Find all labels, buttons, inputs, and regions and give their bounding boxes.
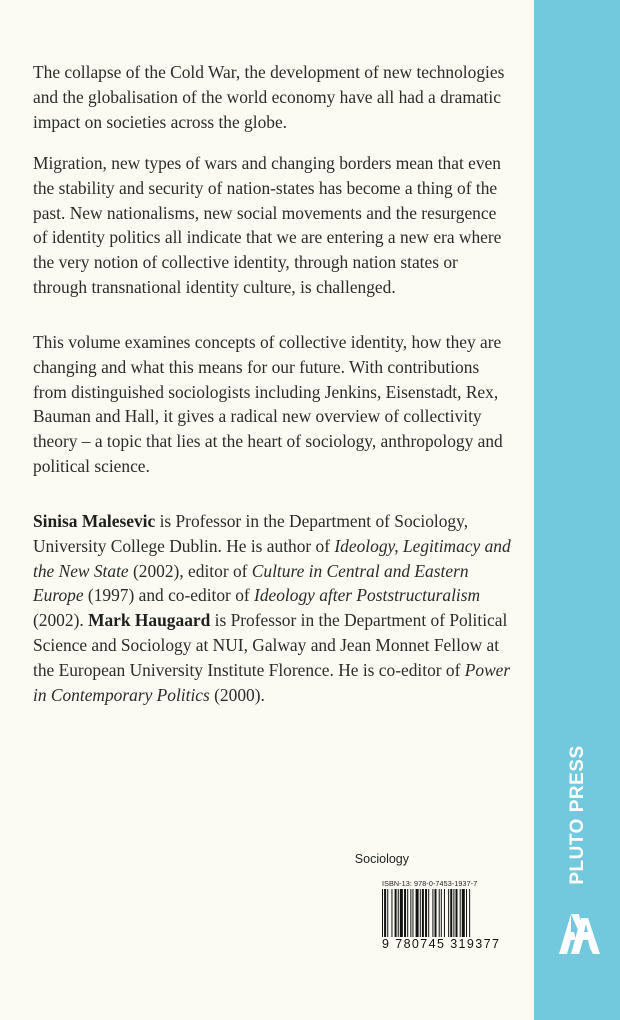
barcode-bar xyxy=(382,889,383,941)
barcode-bar xyxy=(400,889,403,941)
barcode-bar xyxy=(404,889,406,941)
barcode-bar xyxy=(412,889,413,941)
publisher-name: PLUTO PRESS xyxy=(567,745,588,885)
barcode-bar xyxy=(391,889,392,941)
barcode-bar xyxy=(395,889,397,941)
barcode-bar xyxy=(407,889,408,941)
author-bio-text: is Professor in the Department of Sociology, University College Dublin. He is author of xyxy=(33,511,469,556)
author-bio xyxy=(33,509,513,707)
book-title: Power in Contemporary Politics xyxy=(33,659,511,705)
barcode-bar xyxy=(384,889,386,941)
author-bio-text: (2000). xyxy=(209,684,265,705)
barcode-bar xyxy=(439,889,440,941)
author-bio-text: (1997) and co-editor of xyxy=(83,585,255,606)
author-name-1: Sinisa Malesevic xyxy=(33,511,156,531)
book-title: Ideology, Legitimacy and the New State xyxy=(33,535,511,581)
barcode-bar xyxy=(466,889,467,941)
blurb-paragraph-1: The collapse of the Cold War, the development of new technologies and the globalisation of the world economy have all had a dramatic impact on societies across the globe. xyxy=(33,62,505,132)
barcode-bar xyxy=(469,889,470,941)
barcode-bar xyxy=(456,889,458,941)
barcode-bar xyxy=(435,889,437,941)
author-bio-text: (2002), editor of xyxy=(128,560,252,581)
barcode-bar xyxy=(462,889,465,941)
barcode-bar xyxy=(387,889,388,941)
barcode-bar xyxy=(420,889,421,941)
barcode-bar xyxy=(453,889,454,941)
isbn-barcode xyxy=(382,879,504,955)
barcode-bar xyxy=(450,889,452,941)
author-name-2: Mark Haugaard xyxy=(88,610,211,631)
blurb-paragraph-3: This volume examines concepts of collective identity, how they are changing and what this means for our future. With contributions from distinguished sociologists including Jenkins, Eisenstadt, Rex, Bauman and Hall, it gives a radical new overview of collectivity theory – a topic that lies at the heart of sociology, anthropology and political science. xyxy=(33,332,503,476)
barcode-bar xyxy=(460,889,461,941)
barcode-bar xyxy=(444,889,445,941)
barcode-bar xyxy=(416,889,419,941)
barcode-bar xyxy=(428,889,429,941)
category-label: Sociology xyxy=(354,852,409,866)
blurb-paragraph-2: Migration, new types of wars and changing borders mean that even the stability and security of nation-states has become a thing of the past. New nationalisms, new social movements and the resurgence of identity politics all indicate that we are entering a new era where the very notion of collective identity, through nation states or through transnational identity culture, is challenged. xyxy=(33,153,502,297)
barcode-bar xyxy=(425,889,427,941)
pluto-press-logo-icon xyxy=(557,912,601,958)
barcode-bar xyxy=(410,889,411,941)
isbn-label: ISBN-13: 978-0-7453-1937-7 xyxy=(382,879,478,888)
barcode-bar xyxy=(441,889,442,941)
author-bio-text: is Professor in the Department of Political Science and Sociology at NUI, Galway and Jean Monnet Fellow at the European University Institute Florence. He is co-editor of xyxy=(33,610,508,680)
barcode-bar xyxy=(448,889,449,941)
barcode-bar xyxy=(398,889,399,941)
barcode-bar xyxy=(432,889,433,941)
book-title: Culture in Central and Eastern Europe xyxy=(33,560,469,606)
barcode-number: 9 780745 319377 xyxy=(382,937,504,951)
barcode-bar xyxy=(422,889,424,941)
barcode-bars xyxy=(382,889,504,941)
author-bio-text: (2002). xyxy=(33,610,89,631)
book-title: Ideology after Poststructuralism xyxy=(254,585,481,606)
